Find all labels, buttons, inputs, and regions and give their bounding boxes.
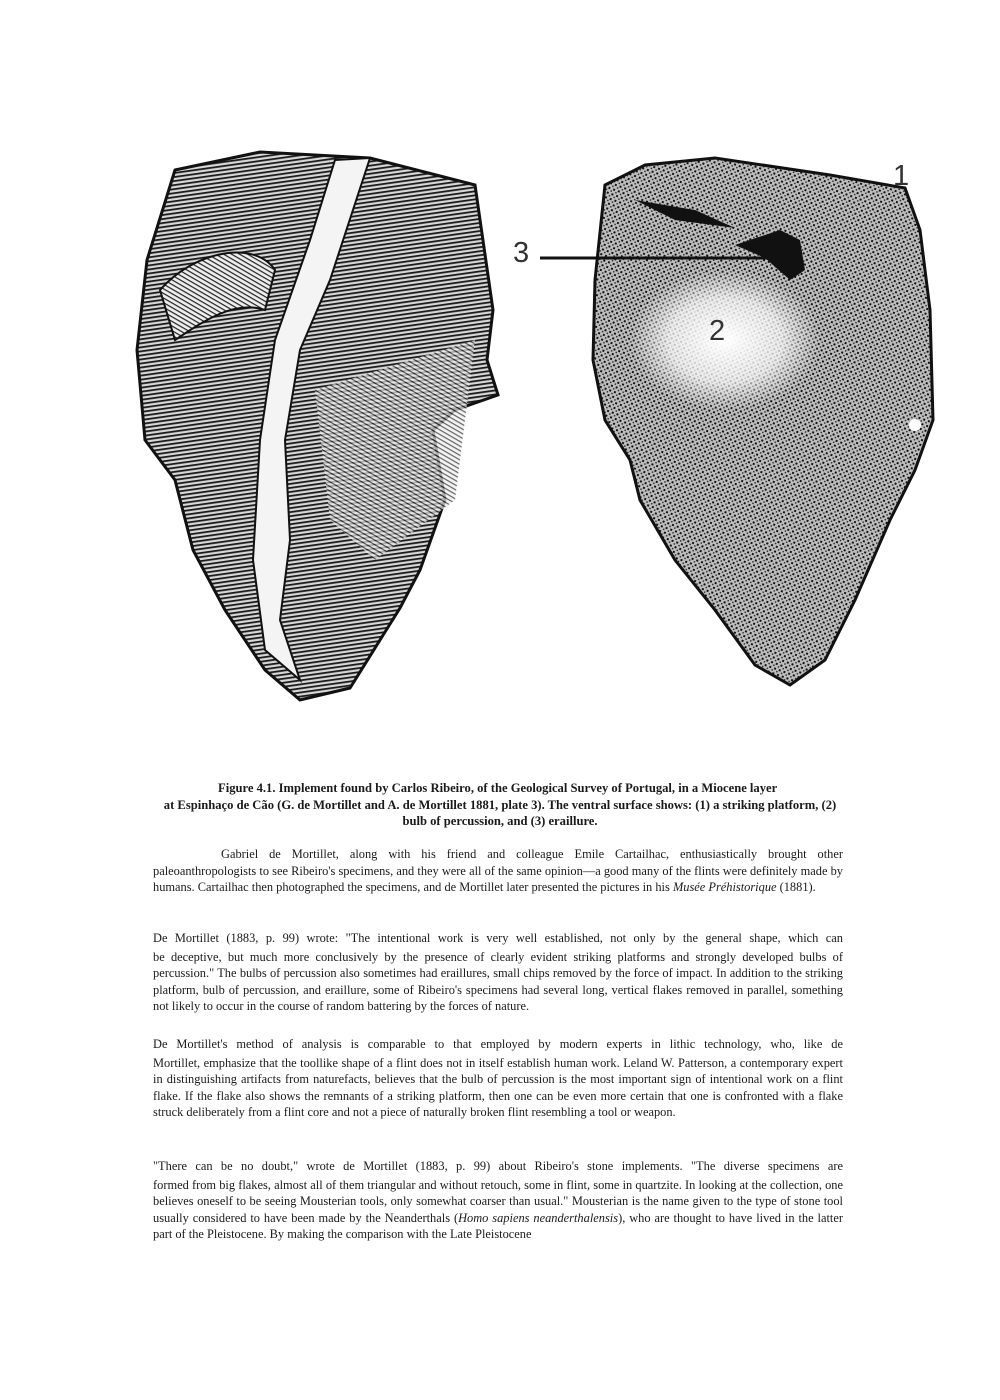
label-2-bulb: 2 [709,315,726,347]
paragraph-2 [153,930,843,1015]
paragraph-1-text: Gabriel de Mortillet, along with his friend and colleague Emile Cartailhac, enthusiastically brought other paleoanthropologists to see Ribeiro's specimens, and they were all of the same opinion—a good many of the flints were definitely made by humans. Cartailhac then photographed the specimens, and de Mortillet later presented the pictures in his [153,847,843,895]
paragraph-4-rest: formed from big flakes, almost all of them triangular and without retouch, some in flint, some in quartzite. In looking at the collection, one believes oneself to be seeing Mousterian tools, only somewhat coarser than usual." Mousterian is the name given to the type of stone tool usually considered to have been made by the Neanderthals ( [153,1177,843,1225]
right-stone-drawing [593,158,933,685]
paragraph-4-end: ), who are thought to have lived in the latter part of the Pleistocene. By making the comparison with the Late Pleistocene [153,1210,843,1242]
paragraph-1 [153,846,843,896]
paragraph-3-rest: Mortillet, emphasize that the toollike shape of a flint does not in itself establish human work. Leland W. Patterson, a contemporary expert in distinguishing artifacts from naturefacts, believes that the bulb of percussion is the most important sign of intentional work on a flint flake. If the flake also shows the remnants of a striking platform, then one can be even more certain that one is confronted with a flake struck deliberately from a flint core and not a piece of naturally broken flint resembling a tool or weapon. [153,1055,843,1120]
paragraph-4 [153,1158,843,1243]
left-stone-drawing [137,152,498,700]
book-title: Musée Préhistorique [672,880,777,895]
figure-stone-implement [115,140,955,730]
figure-caption [160,780,840,830]
paragraph-4-first-line: "There can be no doubt," wrote de Mortillet (1883, p. 99) about Ribeiro's stone implements. "The diverse specimens are [153,1159,843,1173]
label-1-platform: 1 [893,160,910,192]
paragraph-2-rest: be deceptive, but much more conclusively by the presence of clearly evident striking platforms and strongly developed bulbs of percussion." The bulbs of percussion also sometimes had eraillures, small chips removed by the force of impact. In addition to the striking platform, bulb of percussion, and eraillure, some of Ribeiro's specimens had several long, vertical flakes removed in parallel, something not likely to occur in the course of random battering by the forces of nature. [153,949,843,1014]
paragraph-3 [153,1036,843,1121]
label-3-eraillure: 3 [513,237,530,269]
paragraph-1-end: (1881). [776,880,816,895]
species-name: Homo sapiens neanderthalensis [458,1210,619,1225]
paragraph-3-first-line: De Mortillet's method of analysis is comparable to that employed by modern experts in lithic technology, who, like de [153,1037,843,1051]
caption-line-1: Figure 4.1. Implement found by Carlos Ribeiro, of the Geological Survey of Portugal, in a Miocene layer [218,781,778,795]
paragraph-2-first-line: De Mortillet (1883, p. 99) wrote: "The intentional work is very well established, not only by the general shape, which can [153,931,843,945]
caption-rest: at Espinhaço de Cão (G. de Mortillet and A. de Mortillet 1881, plate 3). The ventral surface shows: (1) a striking platform, (2) bulb of percussion, and (3) eraillure. [163,797,837,828]
